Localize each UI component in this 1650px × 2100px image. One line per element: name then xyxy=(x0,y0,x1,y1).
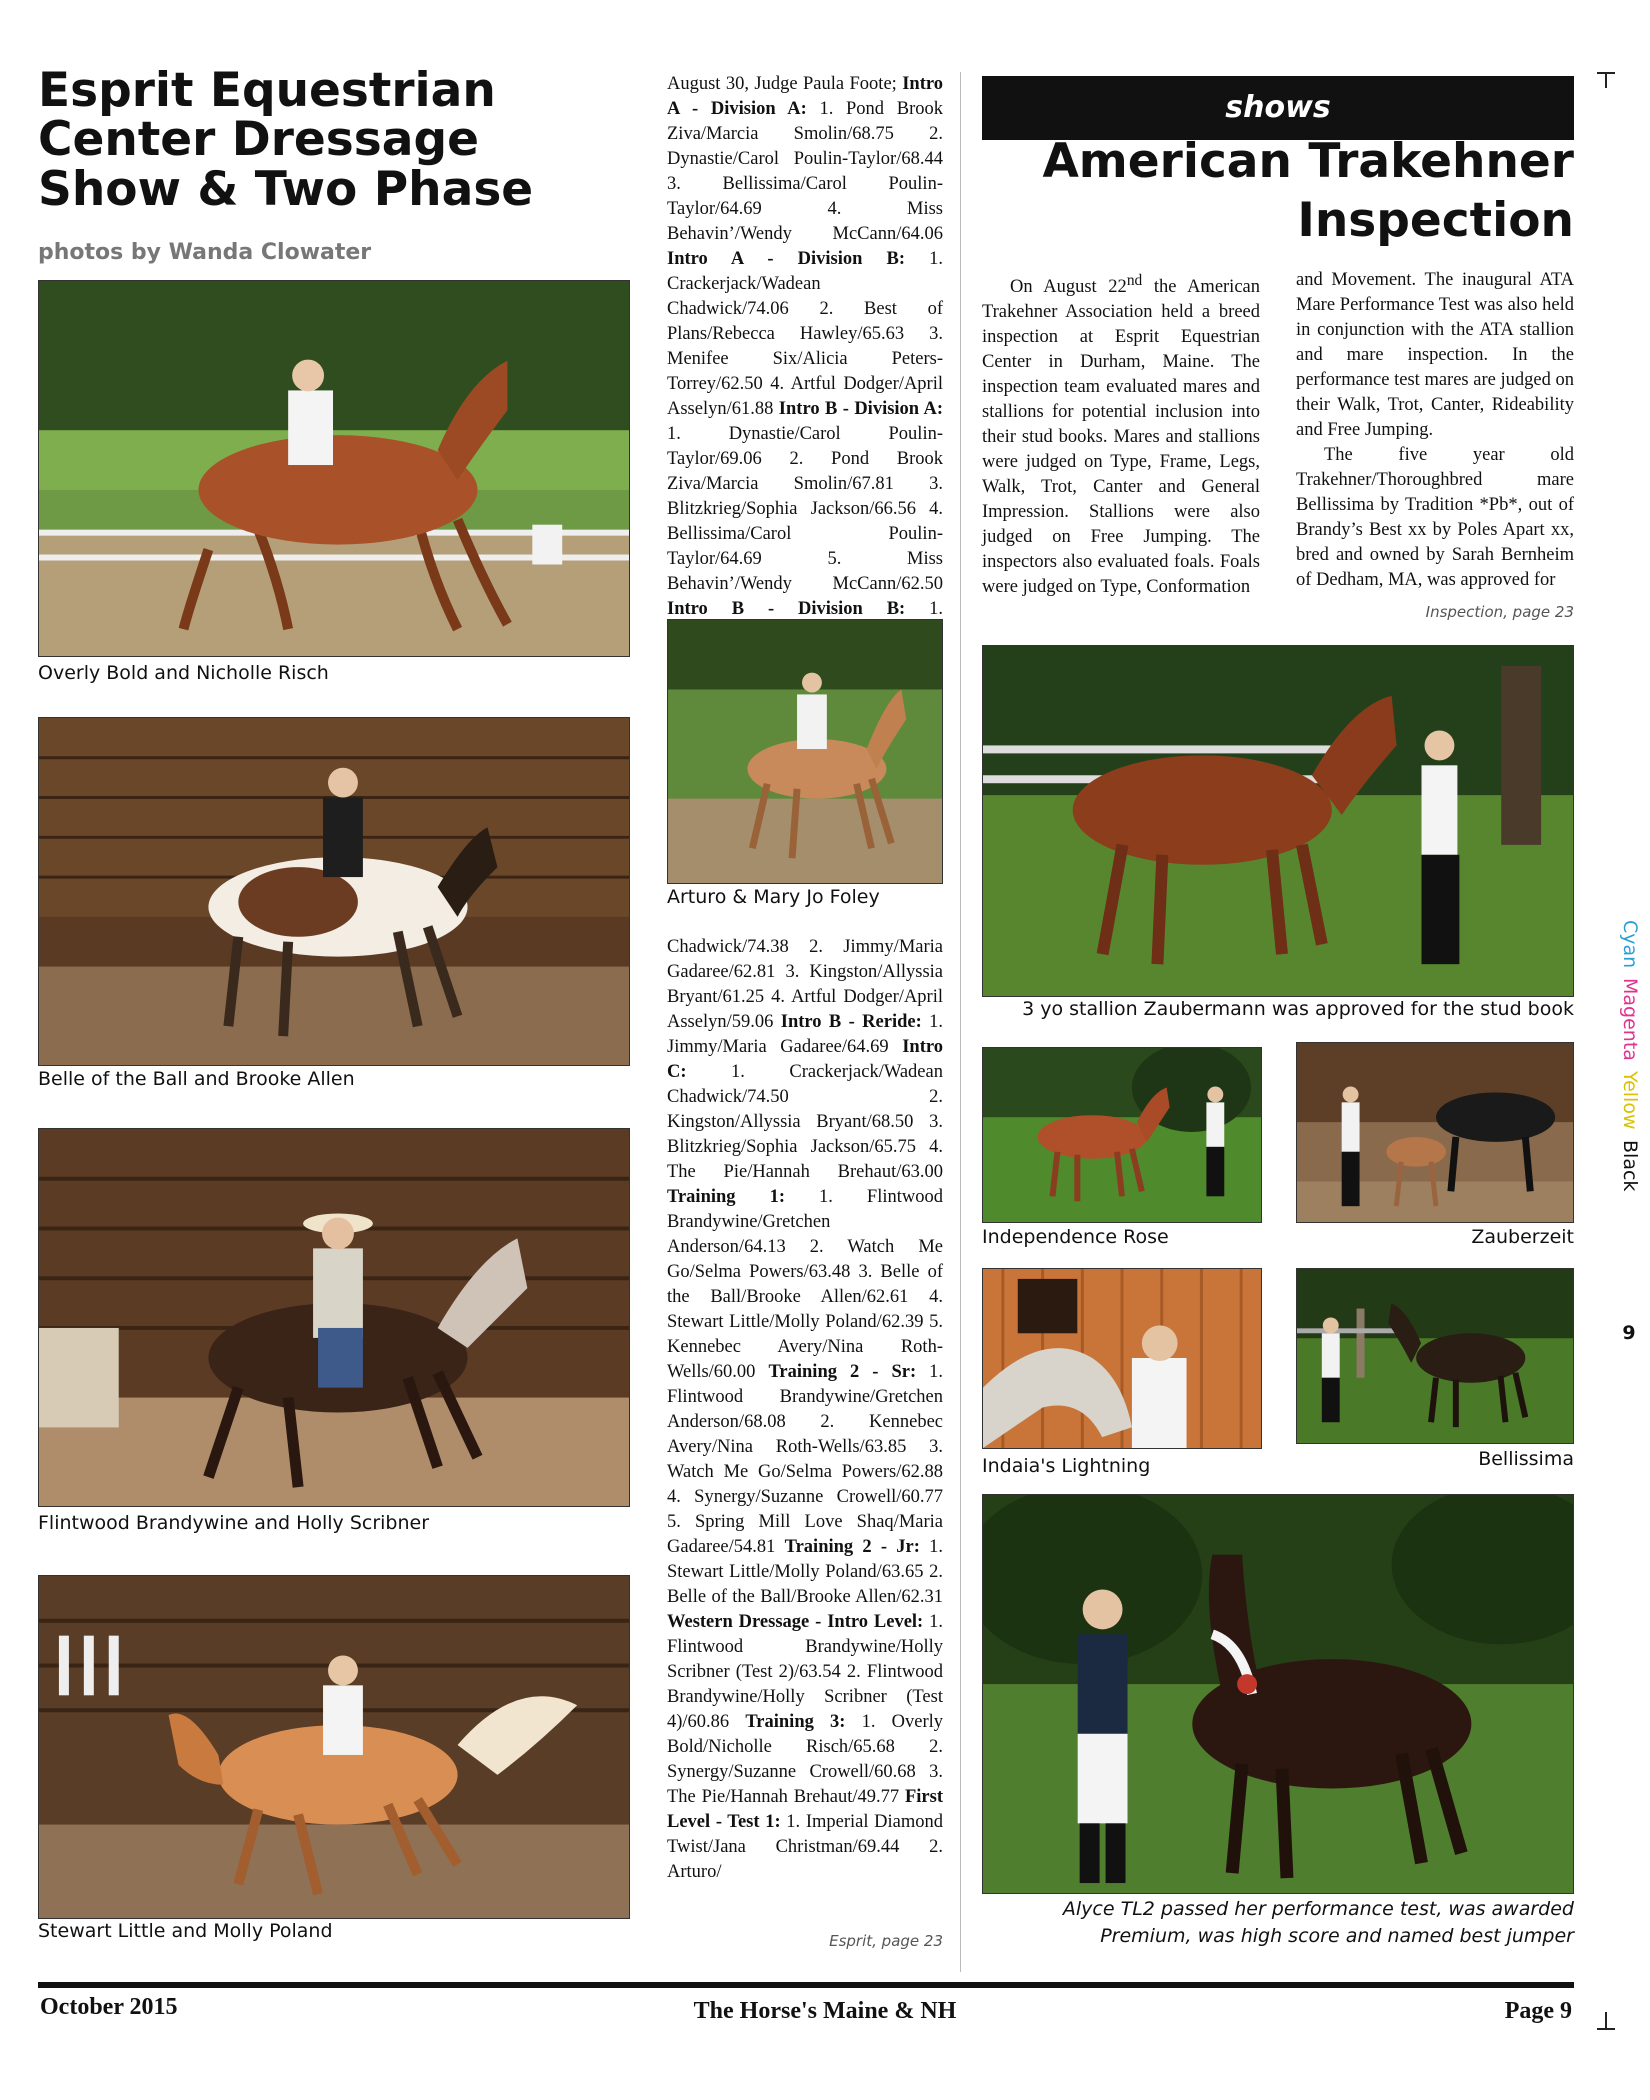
inspection-col2 xyxy=(1296,268,1574,593)
caption-zaubermann: 3 yo stallion Zaubermann was approved for the stud book xyxy=(1022,998,1574,1020)
caption-overly-bold: Overly Bold and Nicholle Risch xyxy=(38,662,329,684)
caption-alyce-line1: Alyce TL2 passed her performance test, was awarded xyxy=(1062,1898,1574,1920)
inspection-col1 xyxy=(982,268,1260,600)
results-division-heading: Training 1: xyxy=(667,1187,785,1207)
results-division-heading: Intro B - Division B: xyxy=(667,599,906,619)
color-bar-label-magenta: Magenta xyxy=(1619,978,1641,1062)
crop-mark-bottom xyxy=(1597,2028,1615,2030)
color-registration-bar xyxy=(1614,920,1644,1192)
jump-esprit: Esprit, page 23 xyxy=(829,1932,943,1950)
jump-inspection: Inspection, page 23 xyxy=(1425,603,1574,621)
right-headline-line1: American Trakehner xyxy=(1042,134,1574,189)
results-division-heading: Training 3: xyxy=(745,1712,846,1732)
crop-mark-top-stem xyxy=(1605,72,1607,88)
caption-independence-rose: Independence Rose xyxy=(982,1226,1169,1248)
photo-arturo xyxy=(667,619,943,884)
photo-independence-rose xyxy=(982,1047,1262,1223)
results-division-heading: Intro C: xyxy=(667,1037,943,1082)
photo-credit: photos by Wanda Clowater xyxy=(38,240,372,265)
results-entry-text: 1. Flintwood Brandywine/Holly Scribner (Test 2)/63.54 2. Flintwood Brandywine/Holly Scribner (Test 4)/60.86 xyxy=(667,1612,944,1732)
color-bar-label-yellow: Yellow xyxy=(1619,1071,1641,1130)
photo-belle-of-the-ball xyxy=(38,717,630,1066)
photo-bellissima xyxy=(1296,1268,1574,1444)
results-entry-text: 1. Dynastie/Carol Poulin-Taylor/69.06 2. Pond Brook Ziva/Marcia Smolin/67.81 3. Blitzkrieg/Sophia Jackson/66.56 4. Bellissima/Carol Poulin-Taylor/64.69 5. Miss Behavin’/Wendy McCann/62.50 xyxy=(667,424,943,594)
results-entry-text: 1. Flintwood Brandywine/Gretchen Anderson/64.13 2. Watch Me Go/Selma Powers/63.48 3. Belle of the Ball/Brooke Allen/62.61 4. Stewart Little/Molly Poland/62.39 5. Kennebec Avery/Nina Roth-Wells/60.00 xyxy=(667,1187,943,1382)
footer-publication: The Horse's Maine & NH xyxy=(693,1998,957,2024)
caption-bellissima: Bellissima xyxy=(1478,1448,1574,1470)
photo-flintwood-brandywine xyxy=(38,1128,630,1507)
photo-overly-bold xyxy=(38,280,630,657)
section-banner xyxy=(982,76,1574,140)
right-headline-line2: Inspection xyxy=(1297,193,1574,248)
results-entry-text: 1. Overly Bold/Nicholle Risch/65.68 2. Synergy/Suzanne Crowell/60.68 3. The Pie/Hannah Brehaut/49.77 xyxy=(667,1712,943,1807)
color-bar-label-black: Black xyxy=(1619,1139,1641,1192)
inspection-col1-pre: On August 22 xyxy=(1010,277,1127,298)
results-division-heading: First Level - Test 1: xyxy=(667,1787,943,1832)
column-divider xyxy=(960,72,961,1972)
caption-belle-of-the-ball: Belle of the Ball and Brooke Allen xyxy=(38,1068,355,1090)
results-division-heading: Intro B - Division A: xyxy=(778,399,944,419)
results-entry-text: 1. Imperial Diamond Twist/Jana Christman/69.44 2. Arturo/ xyxy=(667,1812,943,1882)
inspection-col2-p2: The five year old Trakehner/Thoroughbred mare Bellissima by Tradition *Pb*, out of Brandy’s Best xx by Poles Apart xx, bred and owned by Sarah Bernheim of Dedham, MA, was approved for xyxy=(1296,445,1574,590)
photo-zaubermann xyxy=(982,645,1574,997)
caption-flintwood-brandywine: Flintwood Brandywine and Holly Scribner xyxy=(38,1512,430,1534)
caption-stewart-little: Stewart Little and Molly Poland xyxy=(38,1920,333,1942)
caption-indaias-lightning: Indaia's Lightning xyxy=(982,1455,1151,1477)
results-entry-text: Chadwick/74.38 2. Jimmy/Maria Gadaree/62.81 3. Kingston/Allyssia Bryant/61.25 4. Artful Dodger/April Asselyn/59.06 xyxy=(667,937,943,1032)
margin-page-number: 9 xyxy=(1622,1322,1636,1344)
results-division-heading: Training 2 - Sr: xyxy=(768,1362,917,1382)
crop-mark-bottom-stem xyxy=(1605,2012,1607,2028)
results-entry-text: 1. Flintwood Brandywine/Gretchen Anderson/68.08 2. Kennebec Avery/Nina Roth-Wells/63.85 3. Watch Me Go/Selma Powers/62.88 4. Synergy/Suzanne Crowell/60.77 5. Spring Mill Love Shaq/Maria Gadaree/54.81 xyxy=(667,1362,943,1557)
results-division-heading: Intro A - Division B: xyxy=(667,249,905,269)
results-entry-text: 1. xyxy=(929,599,944,619)
results-entry-text: 1. Pond Brook Ziva/Marcia Smolin/68.75 2. Dynastie/Carol Poulin-Taylor/68.44 3. Bellissima/Carol Poulin-Taylor/64.69 4. Miss Behavin’/Wendy McCann/64.06 xyxy=(667,99,943,244)
photo-alyce-tl2 xyxy=(982,1494,1574,1894)
section-label: shows xyxy=(1225,90,1331,125)
results-division-heading: Western Dressage - Intro Level: xyxy=(667,1612,924,1632)
results-division-heading: Intro A - Division A: xyxy=(667,74,943,119)
caption-arturo: Arturo & Mary Jo Foley xyxy=(667,886,880,908)
results-entry-text: 1. Crackerjack/Wadean Chadwick/74.06 2. Best of Plans/Rebecca Hawley/65.63 3. Menifee Six/Alicia Peters-Torrey/62.50 4. Artful Dodger/April Asselyn/61.88 xyxy=(667,249,943,419)
color-bar-label-cyan: Cyan xyxy=(1619,920,1641,969)
results-text-bottom xyxy=(667,935,943,1885)
footer-page: Page 9 xyxy=(1504,1998,1572,2024)
inspection-col1-sup: nd xyxy=(1126,272,1143,289)
photo-stewart-little xyxy=(38,1575,630,1919)
caption-alyce-line2: Premium, was high score and named best jumper xyxy=(1100,1925,1574,1947)
results-division-heading: Training 2 - Jr: xyxy=(784,1537,920,1557)
photo-indaias-lightning xyxy=(982,1268,1262,1449)
footer-rule xyxy=(38,1982,1574,1988)
results-entry-text: 1. Jimmy/Maria Gadaree/64.69 xyxy=(667,1012,944,1057)
left-headline: Esprit Equestrian Center Dressage Show & Two Phase xyxy=(38,63,534,217)
footer-date: October 2015 xyxy=(40,1994,178,2020)
inspection-col1-post: the American Trakehner Association held a breed inspection at Esprit Equestrian Center in Durham, Maine. The inspection team evaluated mares and stallions for potential inclusion into their stud books. Mares and stallions were judged on Type, Frame, Legs, Walk, Trot, Canter and General Impression. Stallions were also judged on Free Jumping. The inspectors also evaluated foals. Foals were judged on Type, Conformation xyxy=(982,277,1260,598)
caption-zauberzeit: Zauberzeit xyxy=(1471,1226,1574,1248)
inspection-col2-p1: and Movement. The inaugural ATA Mare Performance Test was also held in conjunction with the ATA stallion and mare inspection. In the performance test mares are judged on their Walk, Trot, Canter, Rideability and Free Jumping. xyxy=(1296,270,1574,440)
results-text-top xyxy=(667,72,943,647)
results-division-heading: Intro B - Reride: xyxy=(780,1012,922,1032)
results-entry-text: 1. Crackerjack/Wadean Chadwick/74.50 2. Kingston/Allyssia Bryant/68.50 3. Blitzkrieg/Sophia Jackson/65.75 4. The Pie/Hannah Brehaut/63.00 xyxy=(667,1062,943,1182)
results-entry-text: August 30, Judge Paula Foote; xyxy=(667,74,903,94)
photo-zauberzeit xyxy=(1296,1042,1574,1223)
results-entry-text: 1. Stewart Little/Molly Poland/63.65 2. Belle of the Ball/Brooke Allen/62.31 xyxy=(667,1537,943,1607)
